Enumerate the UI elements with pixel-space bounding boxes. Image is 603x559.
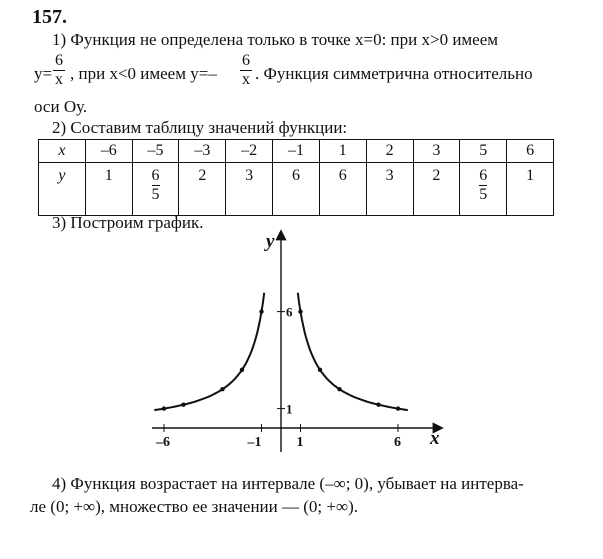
table-cell-x: –5 [132, 140, 179, 163]
item2-text: 2) Составим таблицу значений функции: [52, 118, 348, 137]
table-cell-x: 3 [413, 140, 460, 163]
data-point [318, 368, 322, 372]
item1-line3: оси Оу. [34, 97, 88, 116]
y-axis-label: y [266, 231, 275, 252]
item4-line2: ле (0; +∞), множество ее значении — (0; +∞). [30, 497, 358, 516]
table-cell-y: 6 [319, 163, 366, 216]
table-cell-x: –3 [179, 140, 226, 163]
table-cell-y: 6 [273, 163, 320, 216]
table-cell-y: 2 [413, 163, 460, 216]
problem-number: 157. [32, 6, 67, 28]
table-cell-y: 1 [85, 163, 132, 216]
table-cell-x: 6 [507, 140, 554, 163]
data-point [337, 387, 341, 391]
curve-left-branch [154, 293, 264, 410]
item4-line1: 4) Функция возрастает на интервале (–∞; 0), убывает на интерва- [52, 474, 524, 493]
fraction-denominator: x [242, 71, 250, 88]
data-point [298, 309, 302, 313]
data-point [376, 403, 380, 407]
x-tick-label: –6 [156, 435, 170, 450]
y-tick-label: 1 [286, 401, 293, 417]
data-point [181, 403, 185, 407]
fraction-denominator: 5 [479, 186, 488, 203]
fraction-numerator: 6 [242, 52, 250, 69]
item1-tail: . Функция симметрична относительно [255, 64, 533, 83]
y-tick-label: 6 [286, 304, 293, 320]
table-cell-x: 5 [460, 140, 507, 163]
item1-line1: 1) Функция не определена только в точке x=0: при x>0 имеем [52, 30, 499, 49]
table-header-x: x [39, 140, 86, 163]
table-cell-y: 1 [507, 163, 554, 216]
item3-text: 3) Построим график. [52, 213, 204, 232]
table-cell-x: 2 [366, 140, 413, 163]
table-cell-y: 2 [179, 163, 226, 216]
table-cell-x: –6 [85, 140, 132, 163]
data-point [220, 387, 224, 391]
fraction-denominator: 5 [151, 186, 160, 203]
fraction-numerator: 6 [151, 167, 160, 184]
data-point [162, 406, 166, 410]
table-cell-x: –2 [226, 140, 273, 163]
fraction-numerator: 6 [479, 167, 488, 184]
x-axis-label: x [430, 428, 440, 449]
x-tick-label: –1 [247, 435, 262, 450]
item1-y-eq: y= [34, 64, 53, 83]
item1-middle: , при x<0 имеем y=– [70, 64, 217, 83]
table-cell-y: 3 [226, 163, 273, 216]
data-point [396, 406, 400, 410]
table-header-y: y [39, 163, 86, 216]
table-cell-y: 3 [366, 163, 413, 216]
x-tick-label: 6 [394, 435, 401, 450]
data-point [240, 368, 244, 372]
table-cell-x: –1 [273, 140, 320, 163]
data-point [259, 309, 263, 313]
fraction-numerator: 6 [55, 52, 63, 69]
fraction-denominator: x [55, 71, 63, 88]
table-cell-x: 1 [319, 140, 366, 163]
curve-right-branch [298, 293, 408, 410]
x-tick-label: 1 [296, 435, 304, 450]
